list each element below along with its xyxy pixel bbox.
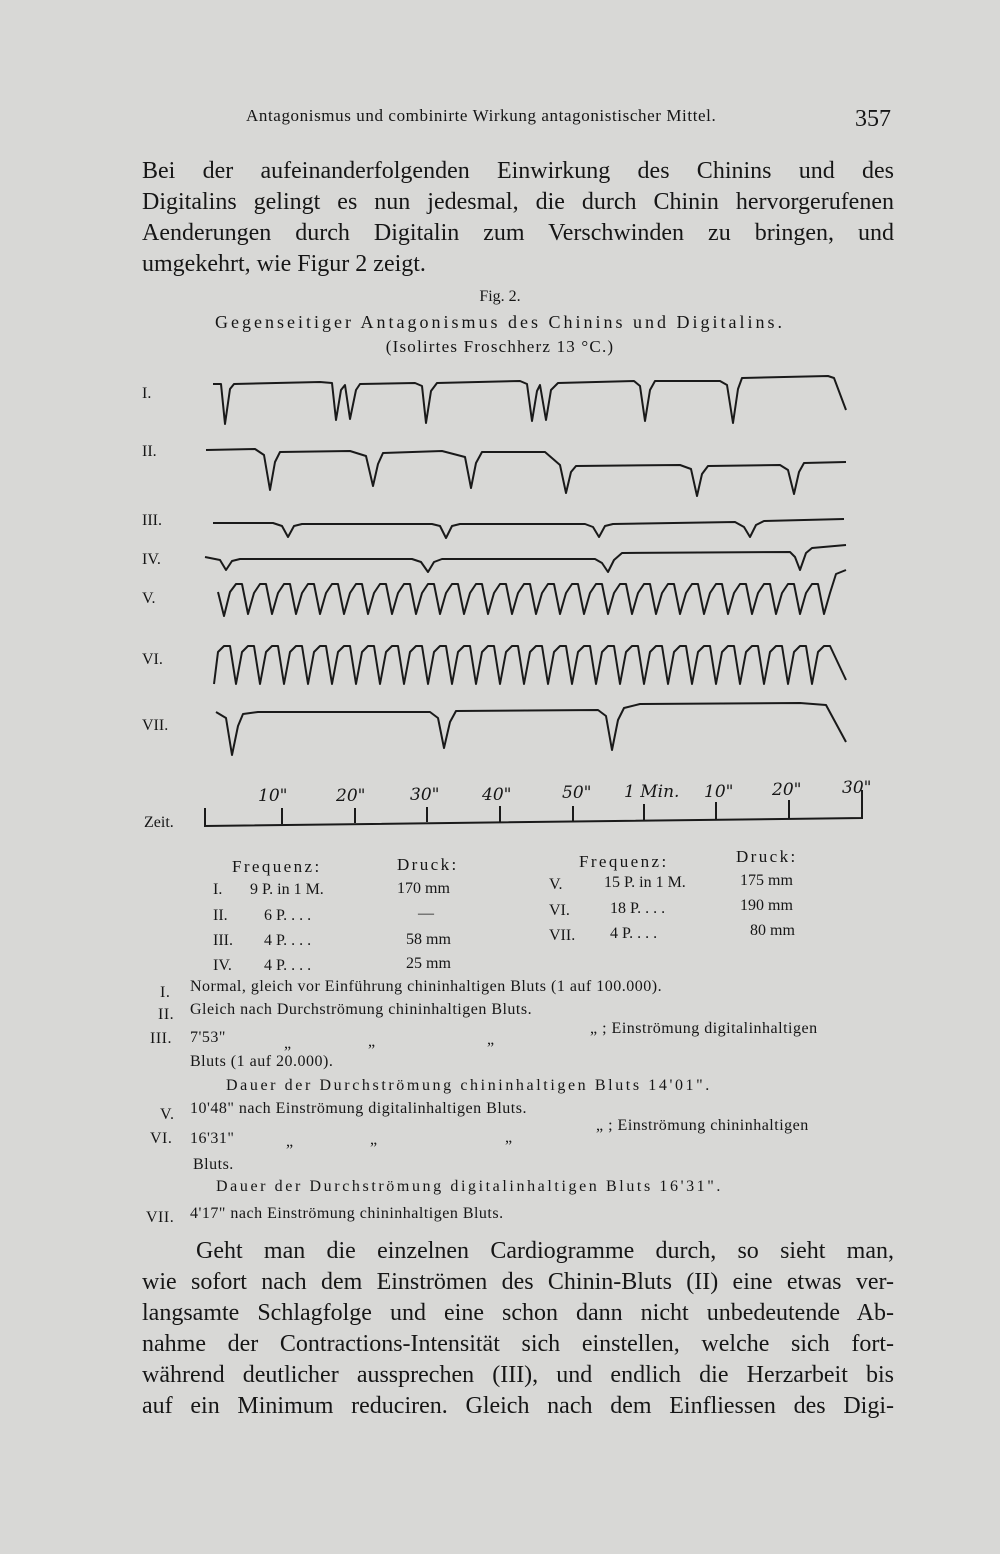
trace-v	[218, 570, 846, 616]
legend-freq: 18 P. . . .	[610, 900, 666, 917]
intro-line: umgekehrt, wie Figur 2 zeigt.	[142, 251, 426, 277]
page-number: 357	[855, 106, 891, 132]
note-time: 16'31"	[190, 1130, 235, 1147]
note-ditto: „	[284, 1035, 292, 1052]
time-tick-label: 20"	[772, 780, 802, 800]
note-ditto: „	[286, 1133, 294, 1150]
legend-freq: 4 P. . . .	[264, 932, 312, 949]
legend-press: 190 mm	[740, 897, 793, 914]
legend-num: III.	[213, 932, 233, 949]
note-num: III.	[150, 1030, 172, 1047]
legend-press: —	[418, 905, 434, 922]
note-text: 10'48" nach Einströmung digitalinhaltigen Bluts.	[190, 1100, 527, 1117]
figure-title: Gegenseitiger Antagonismus des Chinins und Digitalins.	[215, 312, 785, 332]
note-text: „ ; Einströmung digitalinhaltigen	[590, 1020, 818, 1037]
time-tick-label: 30"	[842, 778, 872, 798]
note-text: 4'17" nach Einströmung chininhaltigen Bluts.	[190, 1205, 504, 1222]
note-dauer: Dauer der Durchströmung chininhaltigen Bluts 14'01".	[226, 1077, 712, 1094]
time-tick-label: 10"	[258, 786, 288, 806]
legend-num: VI.	[549, 902, 570, 919]
legend-press: 170 mm	[397, 880, 450, 897]
note-dauer: Dauer der Durchströmung digitalinhaltigen Bluts 16'31".	[216, 1178, 724, 1195]
legend-frequency-header-right: Frequenz:	[579, 852, 669, 871]
row-label-vii: VII.	[142, 717, 169, 734]
figure-label: Fig. 2.	[479, 288, 521, 305]
note-num: V.	[160, 1106, 175, 1123]
row-label-iv: IV.	[142, 551, 161, 568]
closing-line: auf ein Minimum reduciren. Gleich nach dem Einfliessen des Digi-	[142, 1393, 894, 1419]
legend-num: I.	[213, 881, 223, 898]
note-ditto: „	[368, 1033, 376, 1050]
note-cont: Bluts.	[193, 1156, 234, 1173]
trace-vii	[216, 703, 846, 755]
trace-iv	[205, 545, 846, 572]
note-num: VI.	[150, 1130, 173, 1147]
time-tick-label: 50"	[562, 783, 592, 803]
closing-line: langsamte Schlagfolge und eine schon dann nicht unbedeutende Ab-	[142, 1300, 894, 1326]
intro-line: Digitalins gelingt es nun jedesmal, die durch Chinin hervorgerufenen	[142, 189, 894, 215]
note-ditto: „	[487, 1031, 495, 1048]
closing-line: wie sofort nach dem Einströmen des Chinin-Bluts (II) eine etwas ver-	[142, 1269, 894, 1295]
row-label-i: I.	[142, 385, 152, 402]
legend-pressure-header-right: Druck:	[736, 847, 798, 866]
closing-line: nahme der Contractions-Intensität sich einstellen, welche sich fort-	[142, 1331, 894, 1357]
time-tick-label: 10"	[704, 782, 734, 802]
row-label-v: V.	[142, 590, 156, 607]
row-label-ii: II.	[142, 443, 157, 460]
trace-vi	[214, 646, 846, 684]
legend-press: 80 mm	[750, 922, 795, 939]
note-text: Gleich nach Durchströmung chininhaltigen Bluts.	[190, 1001, 533, 1018]
note-num: I.	[160, 984, 171, 1001]
legend-num: IV.	[213, 957, 232, 974]
legend-freq: 9 P. in 1 M.	[250, 881, 324, 898]
closing-line: während deutlicher aussprechen (III), und endlich die Herzarbeit bis	[142, 1362, 894, 1388]
row-label-vi: VI.	[142, 651, 163, 668]
legend-press: 25 mm	[406, 955, 451, 972]
intro-line: Bei der aufeinanderfolgenden Einwirkung des Chinins und des	[142, 158, 894, 184]
closing-line: Geht man die einzelnen Cardiogramme durch, so sieht man,	[196, 1238, 894, 1264]
note-num: VII.	[146, 1209, 175, 1226]
time-tick-label: 20"	[336, 786, 366, 806]
note-text: „ ; Einströmung chininhaltigen	[596, 1117, 809, 1134]
legend-freq: 4 P. . . .	[264, 957, 312, 974]
time-tick-label: 30"	[410, 785, 440, 805]
legend-press: 175 mm	[740, 872, 793, 889]
trace-ii	[206, 449, 846, 496]
legend-frequency-header-left: Frequenz:	[232, 857, 322, 876]
trace-i	[213, 376, 846, 424]
legend-press: 58 mm	[406, 931, 451, 948]
running-title: Antagonismus und combinirte Wirkung antagonistischer Mittel.	[246, 106, 717, 125]
row-label-iii: III.	[142, 512, 162, 529]
time-axis-label: Zeit.	[144, 814, 174, 831]
note-time: 7'53"	[190, 1029, 226, 1046]
legend-freq: 4 P. . . .	[610, 925, 658, 942]
legend-freq: 6 P. . . .	[264, 907, 312, 924]
note-text: Normal, gleich vor Einführung chininhaltigen Bluts (1 auf 100.000).	[190, 978, 663, 995]
note-ditto: „	[505, 1129, 513, 1146]
closing-paragraph	[142, 1236, 894, 1422]
intro-line: Aenderungen durch Digitalin zum Verschwinden zu bringen, und	[142, 220, 894, 246]
note-num: II.	[158, 1006, 175, 1023]
trace-iii	[213, 519, 844, 538]
time-tick-label: 40"	[482, 785, 512, 805]
legend-num: V.	[549, 876, 563, 893]
time-axis-line	[205, 790, 862, 826]
legend-num: VII.	[549, 927, 576, 944]
time-tick-label: 1 Min.	[624, 782, 680, 802]
figure-subtitle: (Isolirtes Froschherz 13 °C.)	[385, 337, 615, 356]
note-ditto: „	[370, 1131, 378, 1148]
legend-pressure-header-left: Druck:	[397, 855, 459, 874]
legend-freq: 15 P. in 1 M.	[604, 874, 686, 891]
legend-num: II.	[213, 907, 228, 924]
note-cont: Bluts (1 auf 20.000).	[190, 1053, 334, 1070]
